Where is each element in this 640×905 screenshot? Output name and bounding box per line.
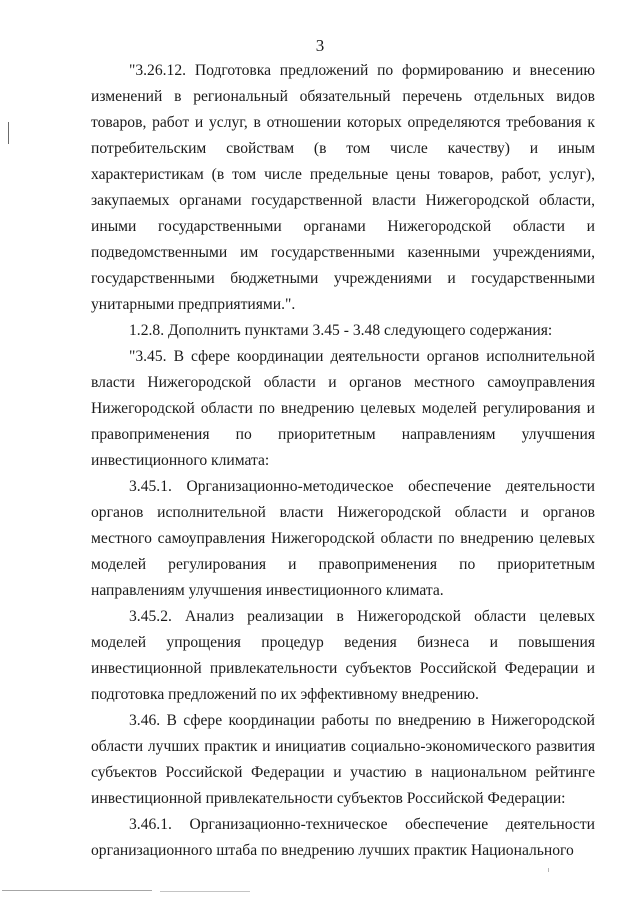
- paragraph-3-45: "3.45. В сфере координации деятельности органов исполнительной власти Нижегородской области и органов местного самоуправления Нижегородской области по внедрению целевых моделей регулирования и правоприменения по приоритетным направлениям улучшения инвестиционного климата:: [91, 348, 595, 469]
- document-body: [91, 58, 595, 864]
- scan-mark-left: [8, 122, 9, 144]
- paragraph-3-26-12: "3.26.12. Подготовка предложений по формированию и внесению изменений в региональный обязательный перечень отдельных видов товаров, работ и услуг, в отношении которых определяются требования к потребительским свойствам (в том числе качеству) и иным характеристикам (в том числе предельные цены товаров, работ, услуг), закупаемых органами государственной власти Нижегородской области, иными государственными органами Нижегородской области и подведомственными им государственными казенными учреждениями, государственными бюджетными учреждениями и государственными унитарными предприятиями.".: [91, 62, 595, 313]
- paragraph-1-2-8: 1.2.8. Дополнить пунктами 3.45 - 3.48 следующего содержания:: [129, 322, 553, 339]
- scan-mark-bottom-center: [160, 891, 250, 892]
- paragraph-3-45-2: 3.45.2. Анализ реализации в Нижегородской области целевых моделей упрощения процедур ведения бизнеса и повышения инвестиционной привлекательности субъектов Российской Федерации и подготовка предложений по их эффективному внедрению.: [91, 608, 595, 703]
- page-number: 3: [315, 36, 325, 55]
- scan-mark-bottom-left: [2, 890, 152, 891]
- paragraph-3-46: 3.46. В сфере координации работы по внедрению в Нижегородской области лучших практик и инициатив социально-экономического развития субъектов Российской Федерации и участию в национальном рейтинге инвестиционной привлекательности субъектов Российской Федерации:: [91, 712, 595, 807]
- paragraph-3-45-1: 3.45.1. Организационно-методическое обеспечение деятельности органов исполнительной власти Нижегородской области и органов местного самоуправления Нижегородской области по внедрению целевых моделей регулирования и правоприменения по приоритетным направлениям улучшения инвестиционного климата.: [91, 478, 595, 599]
- scan-mark-bottom-right: [548, 868, 549, 872]
- paragraph-3-46-1: 3.46.1. Организационно-техническое обеспечение деятельности организационного штаба по внедрению лучших практик Национального: [91, 816, 595, 859]
